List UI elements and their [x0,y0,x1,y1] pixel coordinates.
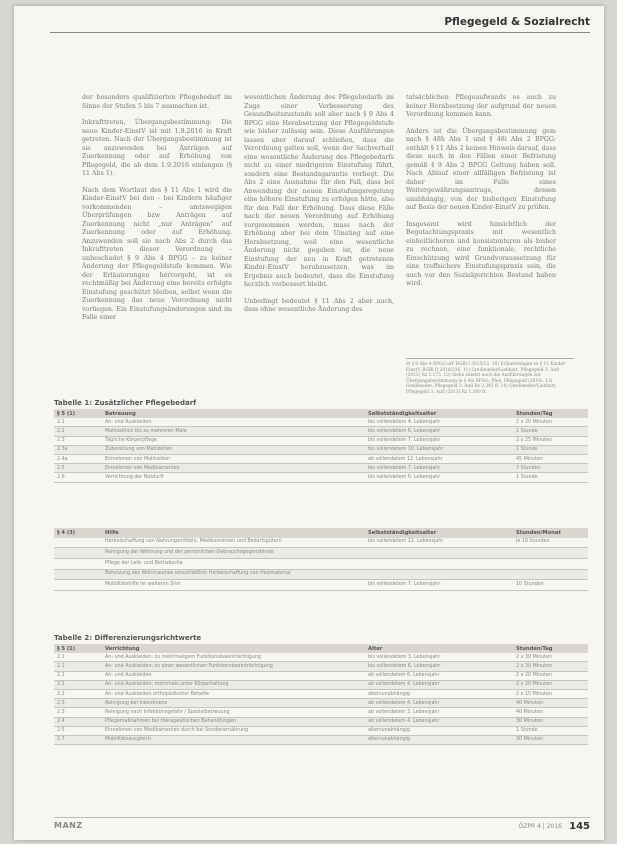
footer-rule [54,817,590,818]
paragraph: Unbedingt bedeutet § 11 Abs 2 aber auch, dass ohne wesentliche Änderung des [244,297,394,313]
table-row [54,699,588,708]
table-cell: 2.2 [54,427,102,436]
table-cell: 30 Minuten [513,717,588,726]
table-row [54,559,588,570]
table-cell: Einnehmen von Medikamenten [102,464,365,473]
table-cell: 2.4 [54,717,102,726]
paragraph: der besonders qualifizierten Pflegebedarf im Sinne der Stufen 5 bis 7 ausmachen ist. [82,94,232,110]
table-row [54,445,588,454]
paragraph: Anders ist die Übergangsbestimmung gem nach § 48h Abs 1 und § 48i Abs 2 BPGG: enthält § 11 Abs 2 keinen Hinweis darauf, dass diese auch in den Fällen einer Befristung gemäß § 9 Abs 2 BPGG Geltung haben soll. Nach Ablauf einer allfälligen Befristung ist daher im Falle eines Weitergewährungsantrags, dessen unabhängig, von der bisherigen Einstufung auf Basis der neuen Kinder-EinstV zu prüfen. [406,127,556,211]
table-cell [513,559,588,570]
table-header-cell: Selbstständigkeitsalter [365,528,513,538]
paragraph: wesentlichen Änderung des Pflegebedarfs im Zuge einer Verbesserung des Gesundheitszustands soll aber nach § 9 Abs 4 BPGG eine Herabsetzung der Pflegegeldstufe wie bisher zulässig sein. Diese Ausführungen lassen aber darauf schließen, dass die Verordnung gelten soll, wenn der Sachverhalt eine wesentliche Änderung des Pflegebedarfs nicht zu einer niedrigeren Einstufung führt, sondern eine Bestandsgarantie vorliegt. Die Abs 2 eine Ausnahme für den Fall, dass bei Anwendung der neuen Einstufungsregelung eine höhere Einstufung zu erfolgen hätte, also für den Fall der Erhöhung. Dass diese Fälle nach der neuen Verordnung auf Erhöhung vorgenommen werden, muss nach der Erhöhung aber bei dem Umstieg auf eine Herabsetzung, weil eine wesentliche Änderung nicht gegeben ist, die neue Einstufung der neu in Kraft getretenen Kinder-EinstV herabzusetzen, was im Ergebnis auch bedeutet, dass die Einstufung herzlich verbessert bleibt. [244,94,394,288]
table-cell [54,580,102,591]
table-cell: 7 Stunden [513,464,588,473]
table-cell: 2 x 30 Minuten [513,662,588,671]
table-cell: bis vollendetem 6. Lebensjahr [365,473,513,482]
table-2 [54,644,588,745]
table-row [54,548,588,559]
table-cell: An- und Auskleiden [102,418,365,427]
table-2-title: Tabelle 2: Differenzierungsrichtwerte [54,634,202,642]
table-row [54,538,588,548]
table-cell: 2 x 20 Minuten [513,671,588,680]
table-cell: 2 x 20 Minuten [513,418,588,427]
table-header-row [54,644,588,653]
table-row [54,418,588,427]
table-header-cell: § 4 (3) [54,528,102,538]
table-cell: 2.3 [54,436,102,445]
table-row [54,735,588,744]
table-cell: ab vollendetem 3. Lebensjahr [365,708,513,717]
page-number: 145 [569,821,590,832]
table-cell: Pflegemaßnahmen bei therapeutischen Behandlungen [102,717,365,726]
table-cell: Reinigung nach Infektionsgefahr / Spezialbetreuung [102,708,365,717]
table-header-cell: Stunden/Monat [513,528,588,538]
table-cell: ab vollendetem 12. Lebensjahr [365,454,513,463]
table-row [54,580,588,591]
table-cell: altersunabhängig [365,726,513,735]
table-cell: An- und Auskleiden: zu mehrmaligem Funktionsbeeinträchtigung [102,653,365,662]
table-cell: bis vollendetem 7. Lebensjahr [365,464,513,473]
section-title: Pflegegeld & Sozialrecht [444,16,590,28]
table-cell: bis vollendetem 10. Lebensjahr [365,445,513,454]
table-cell: Herbeischaffung von Nahrungsmitteln, Medikamenten und Bedarfsgütern [102,538,365,548]
table-cell: ab vollendetem 6. Lebensjahr [365,671,513,680]
table-cell: An- und Auskleiden orthopädischer Behelfe [102,689,365,698]
text-column-2 [244,94,394,323]
table-cell: 2.5 [54,726,102,735]
table-cell: An- und Auskleiden: zu einer wesentlichen Funktionsbeeinträchtigung [102,662,365,671]
issue-label: ÖZPR 4 | 2016 [518,823,562,830]
table-cell: bis vollendetem 3. Lebensjahr [365,653,513,662]
table-header-cell: Stunden/Tag [513,644,588,653]
table-cell [54,548,102,559]
table-cell: Zubereitung von Mahlzeiten [102,445,365,454]
table-cell: altersunabhängig [365,735,513,744]
table-header-cell: Hilfe [102,528,365,538]
table-cell: 2.1 [54,653,102,662]
table-cell: 2.3 [54,708,102,717]
table-row [54,671,588,680]
table-row [54,464,588,473]
table-header-cell: Selbstständigkeitsalter [365,409,513,418]
header-rule [50,32,590,33]
table-cell: altersunabhängig [365,689,513,698]
footnotes: 9) § 9 Abs 4 BPGG idF BGBl I 2015/12. 10) Erläuterungen zu § 11 Kinder-EinstV, BGBl II 2016/236. 11) Greifeneder/Liebhart, Pflegegeld 3. Aufl (2013) Rz 2.175. 12) Siehe zuletzt auch die Ausführungen zur Übergangsbestimmung in § 48i BPGG; Pfeil, Pflegegeld (2016). 13) Greifeneder, Pflegegeld 3. Aufl Rz 2.345 ff. 14) Greifeneder/Liebhart, Pflegegeld 3. Aufl (2013) Rz 1.180 ff. [406,358,574,396]
table-row [54,473,588,482]
table-cell: je 10 Stunden [513,538,588,548]
table-row [54,662,588,671]
table-cell: Pflege der Leib- und Bettwäsche [102,559,365,570]
table-cell: 2.1 [54,418,102,427]
table-cell [54,569,102,580]
table-row [54,717,588,726]
table-cell: 2.3 [54,699,102,708]
table-cell [513,548,588,559]
table-cell: Einnehmen von Medikamenten durch bei Sondenernährung [102,726,365,735]
table-cell: 40 Minuten [513,699,588,708]
table-header-row [54,409,588,418]
table-cell: bis vollendetem 7. Lebensjahr [365,436,513,445]
table-cell [365,559,513,570]
table-cell: 2.7 [54,735,102,744]
text-column-3 [406,94,556,297]
paragraph: tatsächlichen Pflegeaufwands es auch zu keiner Herabsetzung der aufgrund der neuen Verordnung kommen kann. [406,94,556,118]
table-cell: bis vollendetem 6. Lebensjahr [365,427,513,436]
table-row [54,680,588,689]
table-cell: bis vollendetem 7. Lebensjahr [365,580,513,591]
table-cell: Mobilitätsausgleich [102,735,365,744]
table-1-title: Tabelle 1: Zusätzlicher Pflegebedarf [54,399,197,407]
table-cell: 2.6 [54,473,102,482]
table-cell: 45 Minuten [513,454,588,463]
paragraph: Inkrafttreten, Übergangsbestimmung: Die neue Kinder-EinstV ist mit 1.9.2016 in Kraft getreten. Nach der Übergangsbestimmung ist sie anzuwenden bei Anträgen auf Zuerkennung oder auf Erhöhung von Pflegegeld, die ab dem 1.9.2016 einlangen (§ 11 Abs 1). [82,119,232,177]
table-cell: 1 Stunde [513,445,588,454]
table-cell: Reinigung der Wohnung und der persönlichen Gebrauchsgegenstände [102,548,365,559]
table-cell: Mahlzeitlich bis zu mehreren Male [102,427,365,436]
table-cell: 2.2 [54,689,102,698]
table-row [54,454,588,463]
table-cell: 2 x 15 Minuten [513,689,588,698]
table-row [54,427,588,436]
table-row [54,726,588,735]
table-cell: 1 Stunde [513,726,588,735]
table-cell: Tägliche Körperpflege [102,436,365,445]
table-cell: 2.3a [54,445,102,454]
table-cell: 1 Stunde [513,473,588,482]
table-cell: 2 x 30 Minuten [513,653,588,662]
table-cell: 2 x 25 Minuten [513,436,588,445]
table-cell: 2.1 [54,662,102,671]
table-cell: 2.1 [54,671,102,680]
table-cell: Verrichtung der Notdurft [102,473,365,482]
document-page [14,6,604,840]
table-row [54,653,588,662]
table-row [54,689,588,698]
table-cell: An- und Auskleiden: mehrmals unter Körperhaltung [102,680,365,689]
table-1-help [54,528,588,591]
table-1 [54,409,588,483]
table-cell [513,569,588,580]
table-header-row [54,528,588,538]
table-cell: Beheizung des Wohnraumes einschließlich Herbeischaffung von Heizmaterial [102,569,365,580]
table-header-cell: § 5 (1) [54,409,102,418]
table-cell [54,538,102,548]
table-row [54,569,588,580]
table-cell: ab vollendetem 4. Lebensjahr [365,680,513,689]
text-column-1 [82,94,232,331]
table-cell: ab vollendetem 4. Lebensjahr [365,699,513,708]
table-cell: Reinigung bei Inkontinenz [102,699,365,708]
table-cell: Einnehmen von Mahlzeiten [102,454,365,463]
table-cell: Mobilitätshilfe im weiteren Sinn [102,580,365,591]
table-cell: 1 Stunde [513,427,588,436]
table-cell: 30 Minuten [513,735,588,744]
table-header-cell: Verrichtung [102,644,365,653]
table-cell [54,559,102,570]
table-cell: bis vollendetem 12. Lebensjahr [365,538,513,548]
table-cell: An- und Auskleiden [102,671,365,680]
table-cell: 2.4a [54,454,102,463]
paragraph: Nach dem Wortlaut des § 11 Abs 1 wird die Kinder-EinstV bei den – bei Kindern häufiger vorkommenden – amtswegigen Überprüfungen bzw Anträgen auf Zuerkennung nicht „nur Anträgen“ auf Zuerkennung oder auf Erhöhung. Anzuwenden soll sie nach Abs 2 durch das Inkrafttreten dieser Verordnung – unbeschadet § 9 Abs 4 BPGG – zu keiner Änderung der Pflegegeldstufe kommen. Wie der Erläuterungen hervorgeht, ist es rechtmäßig bei Änderung eine bereits erfolgte Einstufung geschützt bleiben, selbst wenn die Zuerkennung das neue Verordnung nicht vorliegen. Ein Einstufungsänderungen sind im Falle einer [82,186,232,321]
table-cell [365,569,513,580]
table-cell: 2.1 [54,680,102,689]
table-header-cell: Alter [365,644,513,653]
table-header-cell: Betreuung [102,409,365,418]
table-cell: bis vollendetem 4. Lebensjahr [365,418,513,427]
table-row [54,708,588,717]
table-header-cell: Stunden/Tag [513,409,588,418]
table-cell [365,548,513,559]
table-cell: 2.5 [54,464,102,473]
table-row [54,436,588,445]
table-cell: 40 Minuten [513,708,588,717]
publisher-logo: MANZ [54,821,83,830]
table-cell: bis vollendetem 6. Lebensjahr [365,662,513,671]
table-cell: ab vollendetem 4. Lebensjahr [365,717,513,726]
paragraph: Insgesamt wird hinsichtlich der Begutachtungspraxis mit wesentlich einheitlicheren und konsistenteren als bisher zu rechnen, eine funktionale, rechtliche Einschätzung wird Grundvoraussetzung für eine treffsichere Einstufungspraxis sein, die auch vor den Sozialgerichten Bestand haben wird. [406,220,556,287]
table-cell: 10 Stunden [513,580,588,591]
table-cell: 2 x 20 Minuten [513,680,588,689]
table-header-cell: § 5 (1) [54,644,102,653]
